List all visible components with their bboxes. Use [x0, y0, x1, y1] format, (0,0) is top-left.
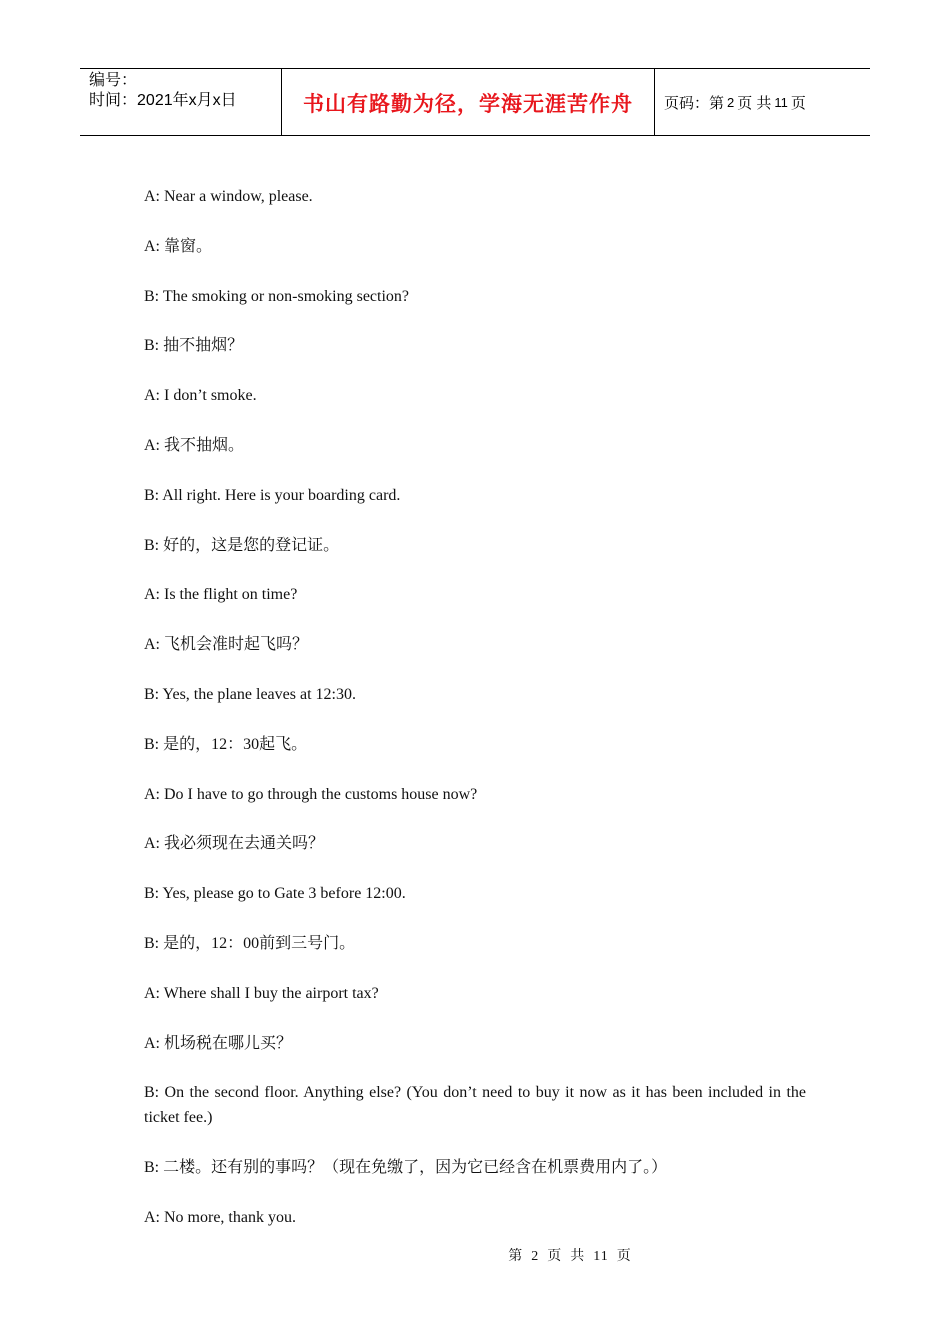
- dialogue-line: A: Is the flight on time?: [144, 586, 298, 604]
- dialogue-line: B: 二楼。还有别的事吗？（现在免缴了，因为它已经含在机票费用内了。）: [144, 1159, 668, 1177]
- dialogue-line: B: 抽不抽烟？: [144, 337, 244, 355]
- time-value: 2021年x月x日: [137, 92, 237, 109]
- page-label: 页码：第: [664, 94, 725, 112]
- header-info: [80, 69, 281, 135]
- footer-page-total: 11: [593, 1249, 609, 1264]
- dialogue-line: B: 是的，12：00前到三号门。: [144, 934, 356, 952]
- page-header: [80, 68, 870, 136]
- dialogue-line: B: The smoking or non-smoking section?: [144, 287, 410, 305]
- dialogue-line: B: Yes, the plane leaves at 12:30.: [144, 685, 356, 703]
- header-page-info: [655, 69, 870, 135]
- footer-page-current: 2: [531, 1249, 540, 1264]
- time-row: [89, 91, 281, 111]
- dialogue-body: [144, 184, 806, 1230]
- time-label: 时间：: [89, 92, 138, 109]
- footer-ye: 页: [547, 1249, 563, 1264]
- dialogue-line: A: Where shall I buy the airport tax?: [144, 984, 379, 1002]
- page-current: 2: [727, 94, 735, 110]
- dialogue-line: A: 机场税在哪儿买？: [144, 1034, 293, 1052]
- header-motto: 书山有路勤为径，学海无涯苦作舟: [303, 92, 633, 116]
- footer-ye2: 页: [616, 1249, 632, 1264]
- dialogue-line: A: No more, thank you.: [144, 1208, 296, 1226]
- dialogue-line: B: On the second floor. Anything else? (You don’t need to buy it now as it has been included in the ticket fee.): [144, 1084, 806, 1127]
- dialogue-line: A: 飞机会准时起飞吗？: [144, 636, 309, 654]
- header-motto-cell: [281, 69, 655, 135]
- dialogue-line: A: 靠窗。: [144, 237, 213, 255]
- dialogue-line: A: 我必须现在去通关吗？: [144, 835, 325, 853]
- dialogue-line: A: Do I have to go through the customs house now?: [144, 785, 478, 803]
- page-total: 11: [774, 94, 788, 110]
- dialogue-line: A: 我不抽烟。: [144, 436, 245, 454]
- number-label: 编号：: [89, 72, 138, 89]
- page-footer: [0, 1245, 950, 1265]
- dialogue-line: B: All right. Here is your boarding card.: [144, 486, 401, 504]
- dialogue-line: B: 好的，这是您的登记证。: [144, 536, 340, 554]
- page-end: 页: [790, 94, 806, 112]
- dialogue-line: A: Near a window, please.: [144, 188, 313, 205]
- dialogue-line: A: I don’t smoke.: [144, 387, 257, 405]
- dialogue-line: B: Yes, please go to Gate 3 before 12:00.: [144, 885, 406, 903]
- page-mid: 页 共: [737, 94, 772, 112]
- footer-gong: 共: [570, 1249, 586, 1264]
- dialogue-line: B: 是的，12：30起飞。: [144, 735, 308, 753]
- footer-di: 第: [508, 1249, 524, 1264]
